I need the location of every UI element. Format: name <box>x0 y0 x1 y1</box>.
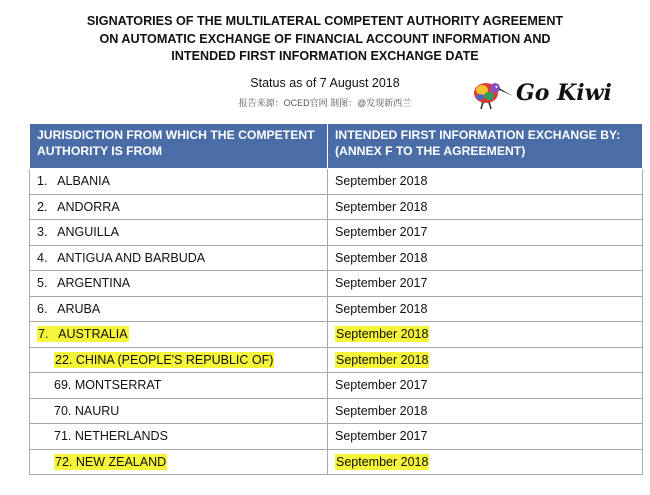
table-row-highlighted <box>30 322 643 348</box>
jurisdiction-cell <box>30 220 328 246</box>
jurisdiction-text: 7. AUSTRALIA <box>38 327 128 342</box>
jurisdiction-text: 22. CHINA (PEOPLE'S REPUBLIC OF) <box>55 352 274 367</box>
table-row <box>30 424 643 450</box>
jurisdiction-text: 6. ARUBA <box>37 301 101 316</box>
kiwi-bird-icon <box>469 76 515 112</box>
date-cell <box>328 322 643 348</box>
jurisdiction-cell <box>30 194 328 220</box>
jurisdiction-text: 3. ANGUILLA <box>37 225 119 240</box>
title-line-2: ON AUTOMATIC EXCHANGE OF FINANCIAL ACCOUNT INFORMATION AND <box>99 31 551 46</box>
date-cell <box>328 169 643 195</box>
jurisdiction-cell <box>30 347 328 373</box>
date-cell <box>328 220 643 246</box>
title-line-3: INTENDED FIRST INFORMATION EXCHANGE DATE <box>171 49 479 63</box>
date-text: September 2018 <box>335 250 428 265</box>
title-line-1: SIGNATORIES OF THE MULTILATERAL COMPETENT AUTHORITY AGREEMENT <box>86 14 564 28</box>
date-cell <box>328 373 643 399</box>
date-text: September 2018 <box>336 352 429 367</box>
table-row <box>30 220 643 246</box>
jurisdiction-text: 1. ALBANIA <box>37 174 110 189</box>
date-cell <box>328 398 643 424</box>
date-text: September 2018 <box>335 403 428 418</box>
table-row-highlighted <box>30 347 643 373</box>
date-cell <box>328 194 643 220</box>
jurisdiction-cell <box>30 398 328 424</box>
jurisdiction-cell <box>30 449 328 475</box>
table-header-row <box>30 124 643 169</box>
date-text: September 2017 <box>335 378 428 393</box>
date-text: September 2018 <box>335 199 428 214</box>
date-text: September 2017 <box>335 276 428 291</box>
date-cell <box>328 449 643 475</box>
table-row-highlighted <box>30 449 643 475</box>
date-text: September 2017 <box>335 429 428 444</box>
logo-text: Go Kiwi <box>516 80 612 106</box>
jurisdiction-cell <box>30 373 328 399</box>
date-text: September 2017 <box>335 225 428 240</box>
date-cell <box>328 296 643 322</box>
header-exchange-date: INTENDED FIRST INFORMATION EXCHANGE BY: (ANNEX F TO THE AGREEMENT) <box>328 124 643 169</box>
jurisdiction-text: 5. ARGENTINA <box>37 276 131 291</box>
date-cell <box>328 245 643 271</box>
source-note: 报告来源：OCED官网 制图：@发现新西兰 <box>238 98 412 108</box>
status-date: Status as of 7 August 2018 <box>250 76 400 90</box>
header-jurisdiction: JURISDICTION FROM WHICH THE COMPETENT AUTHORITY IS FROM <box>30 124 328 169</box>
document-title <box>0 13 650 66</box>
table-row <box>30 373 643 399</box>
jurisdiction-cell <box>30 245 328 271</box>
date-cell <box>328 424 643 450</box>
jurisdiction-text: 4. ANTIGUA AND BARBUDA <box>37 250 206 265</box>
date-text: September 2018 <box>335 174 428 189</box>
jurisdiction-text: 72. NEW ZEALAND <box>55 454 167 469</box>
jurisdiction-text: 70. NAURU <box>54 403 120 418</box>
date-cell <box>328 271 643 297</box>
date-text: September 2018 <box>336 327 429 342</box>
table-row <box>30 194 643 220</box>
date-cell <box>328 347 643 373</box>
signatories-table <box>29 123 643 475</box>
jurisdiction-cell <box>30 322 328 348</box>
table-row <box>30 398 643 424</box>
date-text: September 2018 <box>335 301 428 316</box>
jurisdiction-cell <box>30 271 328 297</box>
jurisdiction-text: 2. ANDORRA <box>37 199 120 214</box>
jurisdiction-text: 71. NETHERLANDS <box>54 429 168 444</box>
jurisdiction-cell <box>30 296 328 322</box>
table-row <box>30 245 643 271</box>
jurisdiction-cell <box>30 169 328 195</box>
table-row <box>30 296 643 322</box>
table-row <box>30 169 643 195</box>
table-row <box>30 271 643 297</box>
jurisdiction-cell <box>30 424 328 450</box>
date-text: September 2018 <box>336 454 429 469</box>
jurisdiction-text: 69. MONTSERRAT <box>54 378 162 393</box>
go-kiwi-logo <box>469 76 619 112</box>
